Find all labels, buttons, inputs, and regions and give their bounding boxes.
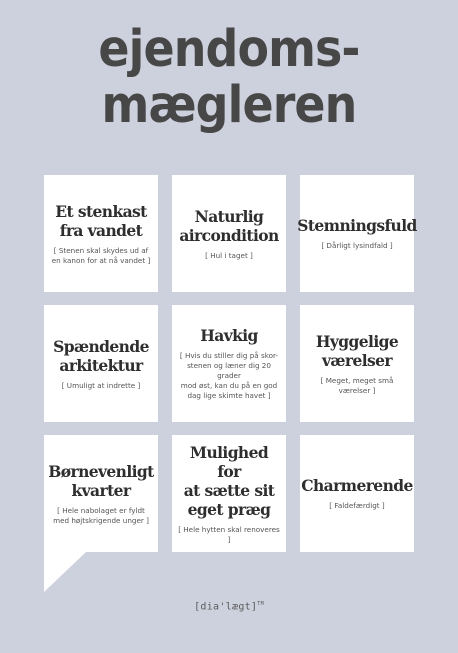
- card-title: Mulighed for at sætte sit eget præg: [183, 442, 275, 519]
- speech-bubble-tail: [44, 552, 86, 592]
- card-subtitle: [ Hvis du stiller dig på skor- stenen og læner dig 20 grader mod øst, kan du på en god dag lige skimte havet ]: [179, 351, 279, 400]
- card-stemningsfuld: [297, 175, 417, 292]
- logo-text: [dia'lægt]: [194, 601, 258, 613]
- card-subtitle: [ Hele hytten skal renoveres ]: [178, 524, 280, 544]
- card-subtitle: [ Umuligt at indrette ]: [61, 380, 141, 390]
- card-title: Stemningsfuld: [297, 216, 417, 235]
- card-subtitle: [ Faldefærdigt ]: [329, 501, 385, 510]
- card-subtitle: [ Hul i taget ]: [205, 250, 253, 260]
- card-title: Naturlig aircondition: [179, 206, 279, 245]
- card-subtitle: [ Stenen skal skydes ud af en kanon for at nå vandet ]: [51, 245, 151, 265]
- card-subtitle: [ Hele nabolaget er fyldt med højtskrigende unger ]: [53, 505, 149, 525]
- card-title: Spændende arkitektur: [53, 336, 149, 375]
- brand-logo: [0, 601, 458, 612]
- card-charmerende: [300, 435, 414, 552]
- card-subtitle: [ Dårligt lysindfald ]: [321, 241, 393, 250]
- card-boernevenligt: [44, 435, 158, 552]
- poster-title: [23, 22, 435, 134]
- card-aircondition: [172, 175, 286, 292]
- card-title: Charmerende: [301, 476, 413, 495]
- card-title: Børnevenligt kvarter: [48, 461, 154, 500]
- card-title: Havkig: [200, 326, 258, 345]
- title-line-1: ejendoms-: [98, 20, 360, 79]
- card-subtitle: [ Meget, meget små værelser ]: [320, 375, 394, 395]
- card-eget-praeg: [172, 435, 286, 552]
- trademark-mark: TM: [257, 601, 264, 607]
- card-havkig: [172, 305, 286, 422]
- card-arkitektur: [44, 305, 158, 422]
- card-stenkast: [44, 175, 158, 292]
- card-title: Et stenkast fra vandet: [55, 201, 147, 240]
- title-line-2: mægleren: [101, 76, 357, 135]
- card-vaerelser: [300, 305, 414, 422]
- card-title: Hyggelige værelser: [315, 331, 399, 370]
